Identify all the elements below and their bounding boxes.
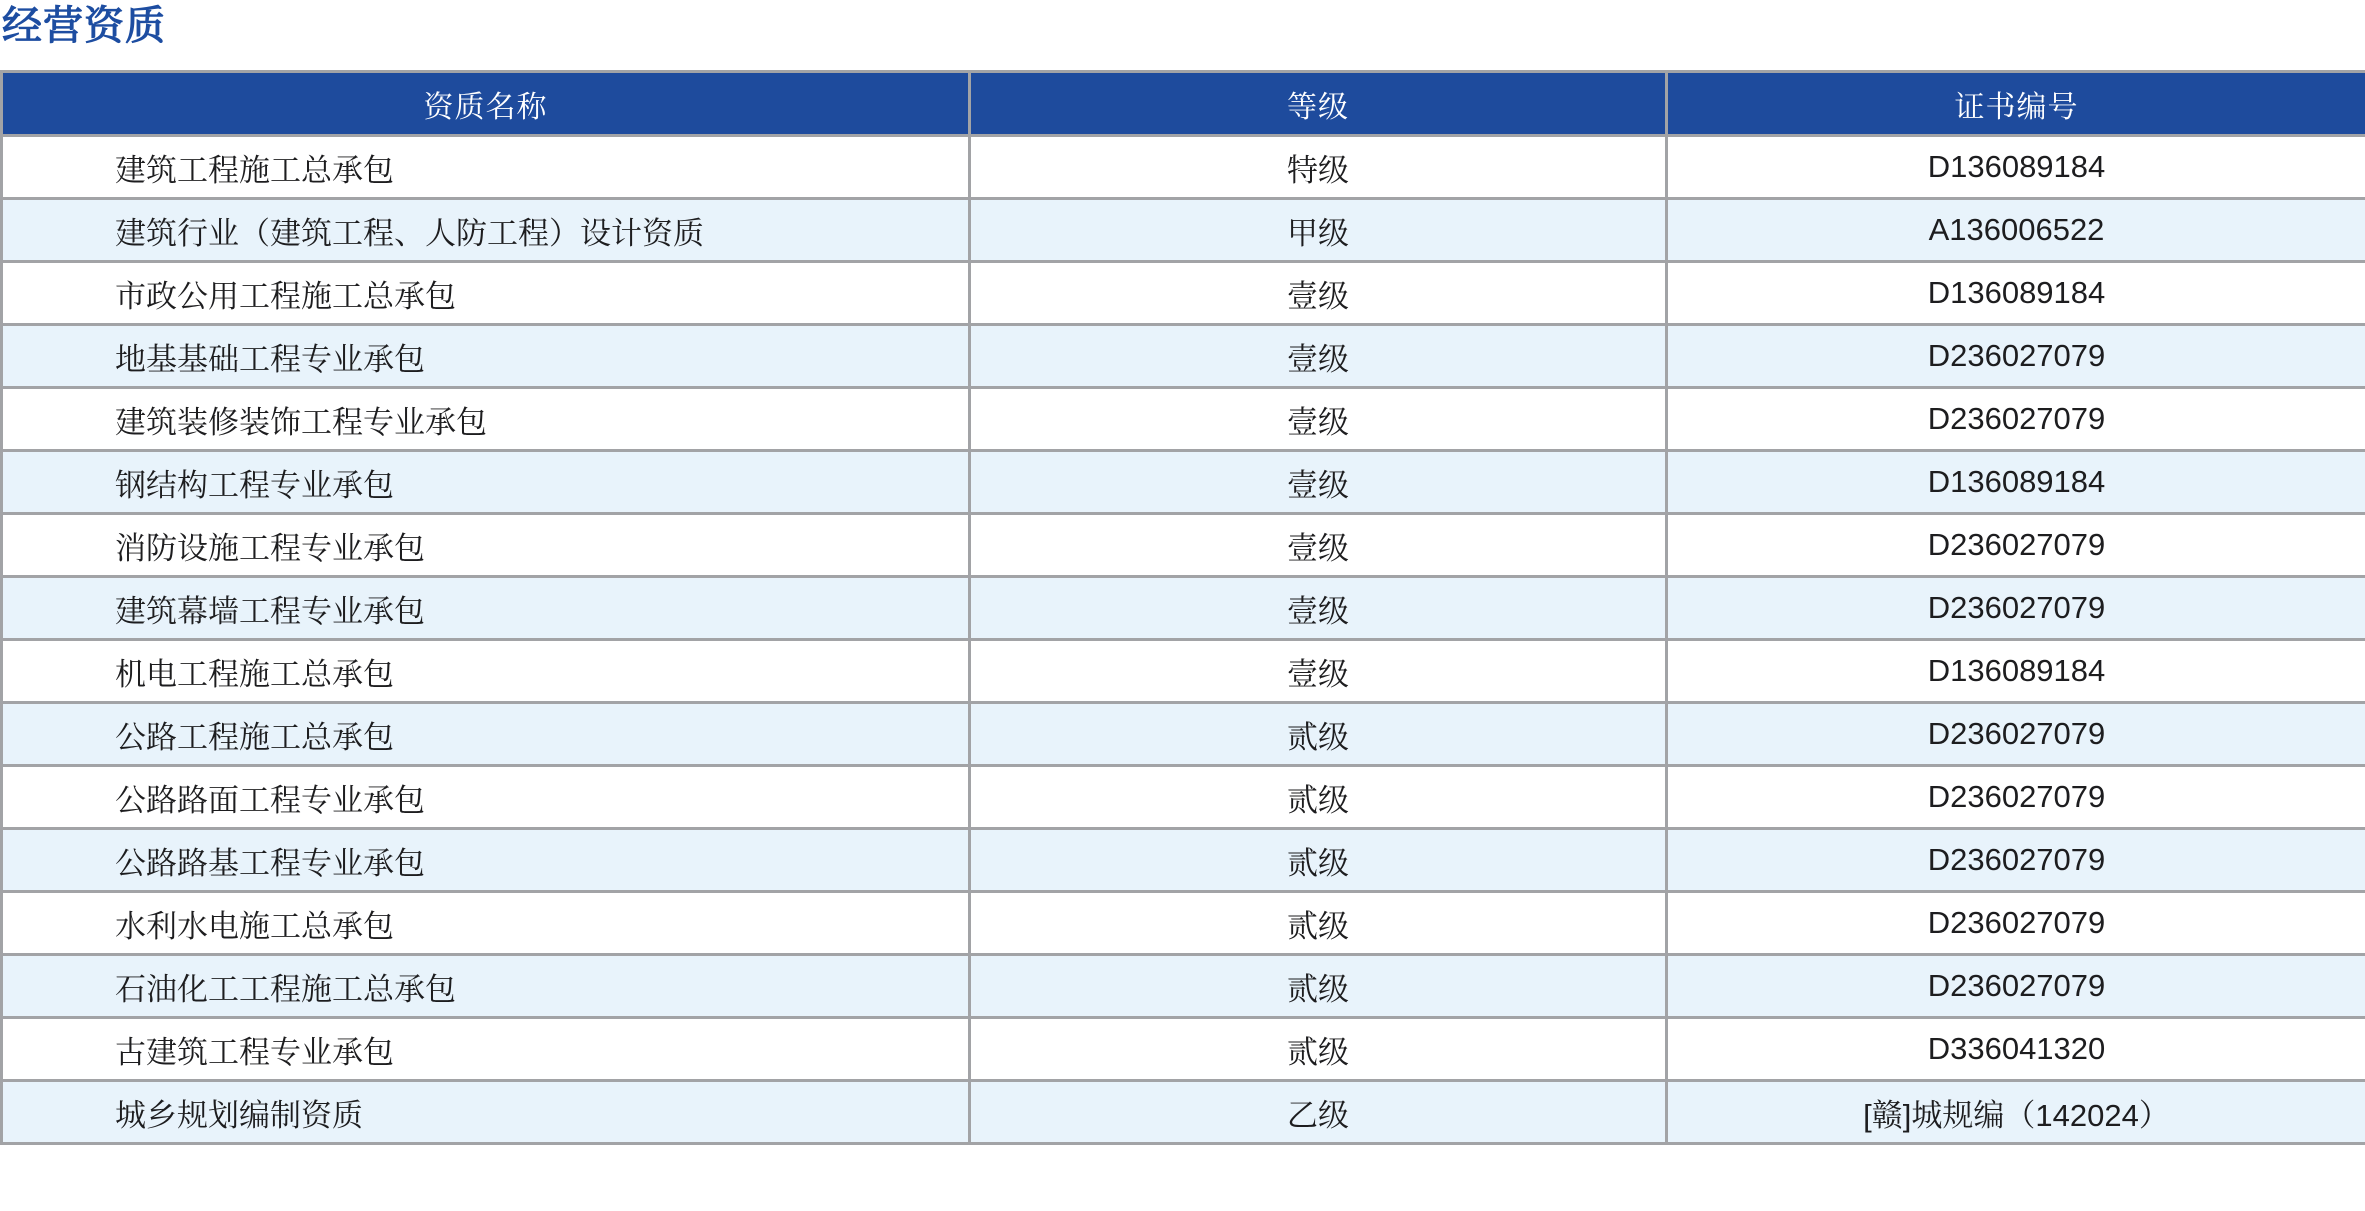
level-cell: 贰级 <box>970 1018 1667 1081</box>
qualification-name-cell: 石油化工工程施工总承包 <box>2 955 970 1018</box>
certificate-number-cell: D136089184 <box>1667 262 2365 325</box>
qualification-name-cell: 建筑行业（建筑工程、人防工程）设计资质 <box>2 199 970 262</box>
qualification-name-cell: 消防设施工程专业承包 <box>2 514 970 577</box>
qualification-name-cell: 机电工程施工总承包 <box>2 640 970 703</box>
column-header-certificate-number: 证书编号 <box>1667 72 2365 136</box>
certificate-number-cell: D236027079 <box>1667 829 2365 892</box>
level-cell: 壹级 <box>970 388 1667 451</box>
column-header-level: 等级 <box>970 72 1667 136</box>
level-cell: 贰级 <box>970 955 1667 1018</box>
qualification-name-cell: 建筑工程施工总承包 <box>2 136 970 199</box>
column-header-qualification-name: 资质名称 <box>2 72 970 136</box>
certificate-number-cell: D236027079 <box>1667 766 2365 829</box>
qualification-name-cell: 公路工程施工总承包 <box>2 703 970 766</box>
table-row <box>2 766 2365 829</box>
certificate-number-cell: D236027079 <box>1667 514 2365 577</box>
table-row <box>2 514 2365 577</box>
certificate-number-cell: D136089184 <box>1667 136 2365 199</box>
certificate-number-cell: [赣]城规编（142024） <box>1667 1081 2365 1144</box>
qualification-name-cell: 公路路面工程专业承包 <box>2 766 970 829</box>
table-row <box>2 577 2365 640</box>
table-body <box>2 136 2365 1144</box>
level-cell: 壹级 <box>970 514 1667 577</box>
level-cell: 壹级 <box>970 262 1667 325</box>
qualification-name-cell: 地基基础工程专业承包 <box>2 325 970 388</box>
table-row <box>2 640 2365 703</box>
level-cell: 贰级 <box>970 703 1667 766</box>
certificate-number-cell: D236027079 <box>1667 577 2365 640</box>
level-cell: 特级 <box>970 136 1667 199</box>
qualification-name-cell: 建筑装修装饰工程专业承包 <box>2 388 970 451</box>
qualification-name-cell: 建筑幕墙工程专业承包 <box>2 577 970 640</box>
certificate-number-cell: D136089184 <box>1667 451 2365 514</box>
certificate-number-cell: D236027079 <box>1667 892 2365 955</box>
table-row <box>2 829 2365 892</box>
level-cell: 乙级 <box>970 1081 1667 1144</box>
certificate-number-cell: D336041320 <box>1667 1018 2365 1081</box>
level-cell: 壹级 <box>970 577 1667 640</box>
certificate-number-cell: D136089184 <box>1667 640 2365 703</box>
table-row <box>2 703 2365 766</box>
table-row <box>2 388 2365 451</box>
table-row <box>2 262 2365 325</box>
certificate-number-cell: D236027079 <box>1667 955 2365 1018</box>
qualification-name-cell: 古建筑工程专业承包 <box>2 1018 970 1081</box>
level-cell: 贰级 <box>970 766 1667 829</box>
table-row <box>2 325 2365 388</box>
table-row <box>2 1081 2365 1144</box>
level-cell: 壹级 <box>970 640 1667 703</box>
level-cell: 壹级 <box>970 325 1667 388</box>
table-row <box>2 451 2365 514</box>
table-header-row <box>2 72 2365 136</box>
table-row <box>2 955 2365 1018</box>
level-cell: 贰级 <box>970 829 1667 892</box>
certificate-number-cell: D236027079 <box>1667 703 2365 766</box>
qualification-name-cell: 水利水电施工总承包 <box>2 892 970 955</box>
page-title: 经营资质 <box>2 4 166 48</box>
certificate-number-cell: A136006522 <box>1667 199 2365 262</box>
qualification-name-cell: 钢结构工程专业承包 <box>2 451 970 514</box>
table-row <box>2 199 2365 262</box>
certificate-number-cell: D236027079 <box>1667 325 2365 388</box>
certificate-number-cell: D236027079 <box>1667 388 2365 451</box>
table-row <box>2 1018 2365 1081</box>
table-row <box>2 892 2365 955</box>
qualifications-table <box>0 70 2365 1145</box>
qualification-name-cell: 城乡规划编制资质 <box>2 1081 970 1144</box>
level-cell: 甲级 <box>970 199 1667 262</box>
level-cell: 壹级 <box>970 451 1667 514</box>
qualification-name-cell: 市政公用工程施工总承包 <box>2 262 970 325</box>
level-cell: 贰级 <box>970 892 1667 955</box>
qualification-name-cell: 公路路基工程专业承包 <box>2 829 970 892</box>
table-row <box>2 136 2365 199</box>
